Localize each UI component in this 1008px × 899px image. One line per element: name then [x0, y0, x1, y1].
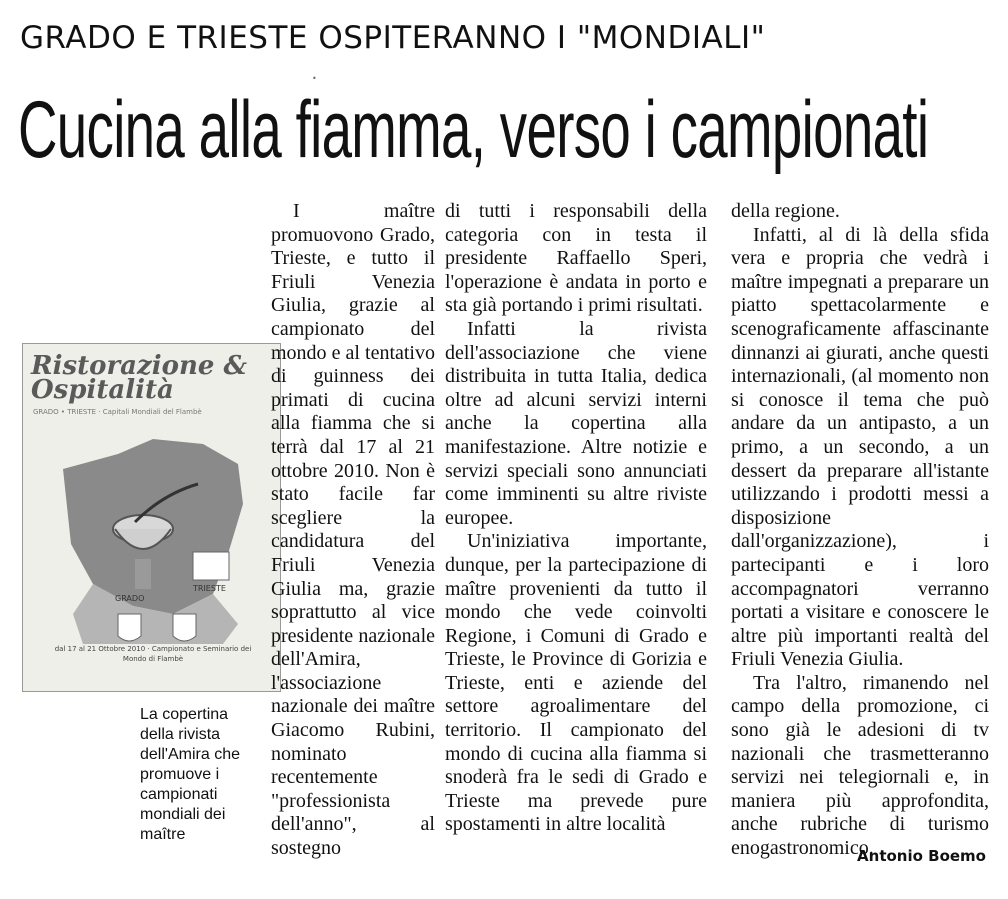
article-byline: Antonio Boemo [857, 847, 986, 865]
print-mark: • [312, 74, 317, 83]
paragraph: Tra l'altro, rimanendo nel campo della promozione, ci sono già le adesioni di tv nazionali che trasmetteranno servizi nei telegiornali e, in maniera più approfondita, anche rubriche di turismo enogastronomico. [731, 671, 989, 860]
cover-footer: dal 17 al 21 Ottobre 2010 · Campionato e Seminario dei Mondo di Flambè [54, 645, 252, 663]
cover-label-grado: GRADO [115, 594, 145, 603]
cover-label-trieste: TRIESTE [193, 584, 226, 593]
paragraph: Infatti la rivista dell'associazione che viene distribuita in tutta Italia, dedica oltre ad alcuni servizi interni anche la copertina alla manifestazione. Altre notizie e servizi speciali sono annunciati come imminenti su altre riviste europee. [445, 317, 707, 529]
article-headline: Cucina alla fiamma, verso i campionati [18, 85, 929, 175]
paragraph: di tutti i responsabili della categoria con in testa il presidente Raffaello Speri, l'operazione è andata in porto e sta già portando i primi risultati. [445, 200, 707, 317]
paragraph: Un'iniziativa importante, dunque, per la partecipazione di maître provenienti da tutto il mondo che vede coinvolti Regione, i Comuni di Grado e Trieste, le Province di Gorizia e Trieste, enti e aziende del settore agroalimentare del territorio. Il campionato del mondo di cucina alla fiamma si snoderà fra le sedi di Grado e Trieste ma prevede pure spostamenti in altre località [445, 530, 707, 836]
article-column-3 [731, 200, 989, 880]
paragraph: della regione. [731, 200, 840, 222]
paragraph: Infatti, al di là della sfida vera e propria che vedrà i maître impegnati a preparare un piatto spettacolarmente e scenograficamente affascinante dinnanzi ai giurati, anche questi internazionali, (al momento non si conosce il tema che può andare da un antipasto, a un primo, a un secondo, a un dessert da preparare all'istante utilizzando i prodotti messi a disposizione dall'organizzazione), i partecipanti e i loro accompagnatori verranno portati a visitare e conoscere le altre più importanti realtà del Friuli Venezia Giulia. [731, 223, 989, 671]
article-column-2 [445, 200, 707, 880]
article-kicker: GRADO E TRIESTE OSPITERANNO I "MONDIALI" [20, 20, 766, 56]
cover-subtitle: GRADO • TRIESTE · Capitali Mondiali del Flambè [33, 408, 202, 416]
paragraph: I maître promuovono Grado, Trieste, e tutto il Friuli Venezia Giulia, grazie al campionato del mondo e al tentativo di guinness dei primati di cucina alla fiamma che si terrà dal 17 al 21 ottobre 2010. Non è stato facile far scegliere la candidatura del Friuli Venezia Giulia ma, grazie soprattutto al vice presidente nazionale dell'Amira, l'associazione nazionale dei maître Giacomo Rubini, nominato recentemente "professionista dell'anno", al sostegno [271, 200, 435, 860]
cover-title: Ristorazione & Ospitalità [31, 351, 247, 405]
image-caption: La copertina della rivista dell'Amira che promuove i campionati mondiali dei maître [140, 706, 240, 843]
